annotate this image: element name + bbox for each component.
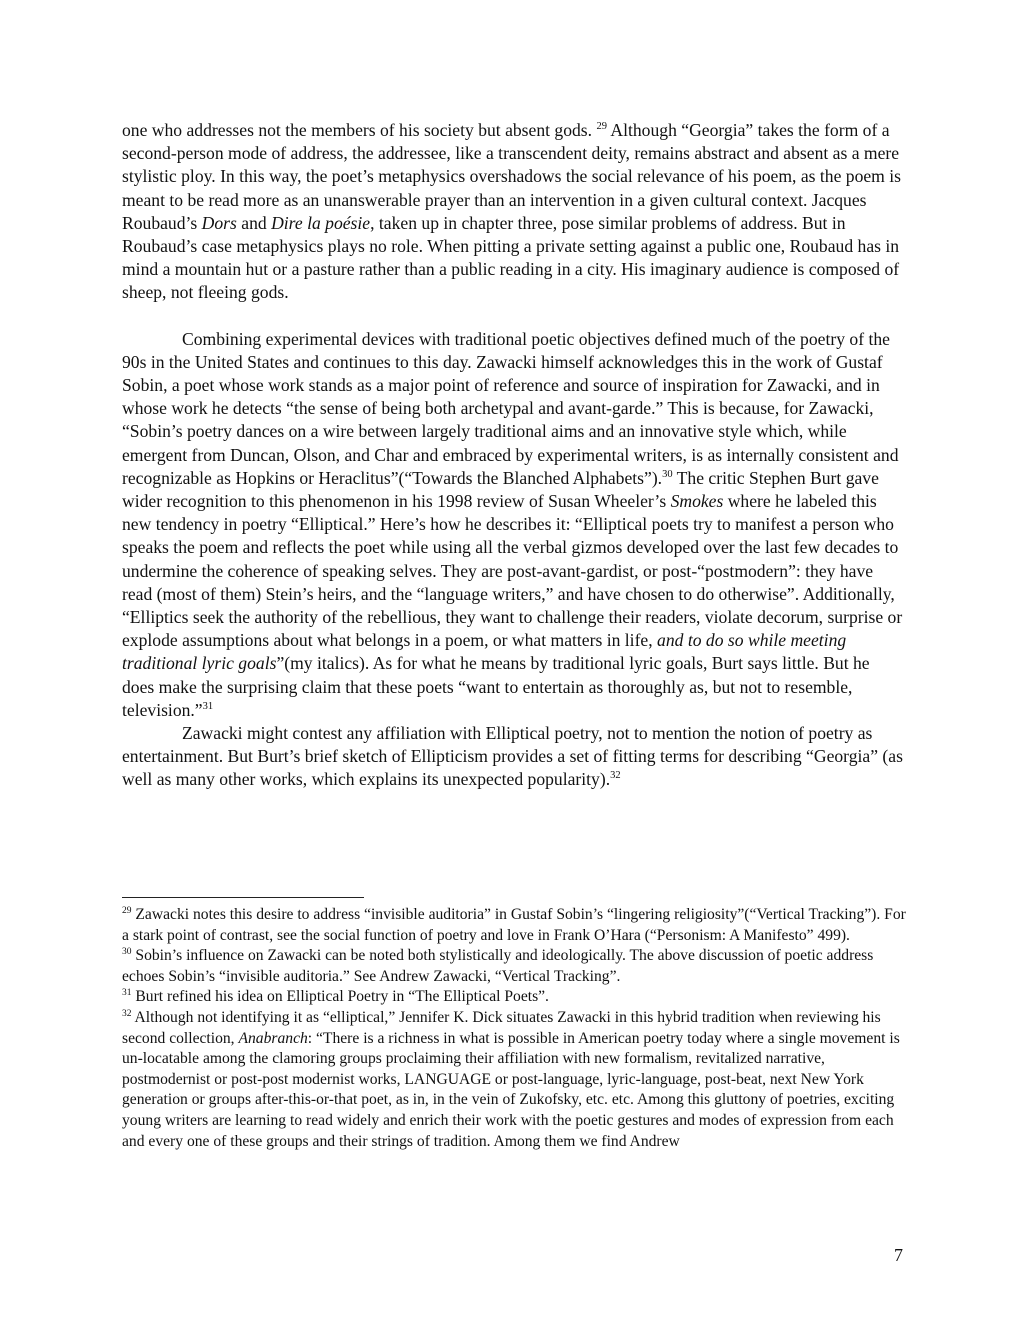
text-run: Zawacki notes this desire to address “invisible auditoria” in Gustaf Sobin’s “lingering religiosity”(“Vertical Tracking”). For a stark point of contrast, see the social function of poetry and love in Frank O’Hara (“Personism: A Manifesto” 499). <box>122 906 906 944</box>
italic-text: Anabranch <box>238 1029 308 1047</box>
text-run: Sobin’s influence on Zawacki can be noted both stylistically and ideologically. The above discussion of poetic address echoes Sobin’s “invisible auditoria.” See Andrew Zawacki, “Vertical Tracking”. <box>122 947 874 985</box>
paragraph <box>122 722 904 792</box>
text-run: The critic Stephen Burt gave wider recognition to this phenomenon in his 1998 review of Susan Wheeler’s <box>122 467 879 512</box>
text-run: where he labeled this new tendency in poetry “Elliptical.” Here’s how he describes it: “Elliptical poets try to manifest a person who speaks the poem and reflects the poet while using all the verbal gizmos developed over the last few decades to undermine the coherence of speaking selves. They are post-avant-gardist, or post-“postmodern”: they have read (most of them) Stein’s heirs, and the “language writers,” and have chosen to do otherwise”. Additionally, “Elliptics seek the authority of the rebellious, they want to challenge their readers, violate decorum, surprise or explode assumptions about what belongs in a poem, or what matters in life, <box>122 491 903 651</box>
footnote-marker: 32 <box>610 770 621 782</box>
text-run: one who addresses not the members of his society but absent gods. <box>122 120 597 140</box>
text-run: ”(my italics). As for what he means by traditional lyric goals, Burt says little. But he does make the surprising claim that these poets “want to entertain as thoroughly as, but not to resemble, television.” <box>122 653 870 720</box>
italic-text: Smokes <box>670 491 724 512</box>
italic-text: and to do so while meeting traditional lyric goals <box>122 630 847 674</box>
footnote-marker: 31 <box>122 988 132 999</box>
text-run: Although not identifying it as “elliptical,” Jennifer K. Dick situates Zawacki in this hybrid tradition when reviewing his second collection, <box>122 1008 881 1047</box>
footnote <box>122 905 906 946</box>
italic-text: Dire la poésie <box>271 212 371 233</box>
paragraph <box>122 119 904 305</box>
footnote-separator <box>122 897 364 898</box>
text-run: Although “Georgia” takes the form of a second-person mode of address, the addressee, like a transcendent deity, remains abstract and absent as a mere stylistic ploy. In this way, the poet’s metaphysics overshadows the social relevance of his poem, as the poem is meant to be read more as an unanswerable prayer than an intervention in a given cultural context. Jacques Roubaud’s <box>122 120 902 233</box>
footnote-marker: 32 <box>122 1008 132 1019</box>
footnote-marker: 31 <box>202 700 214 712</box>
body-text <box>122 119 904 792</box>
page-number: 7 <box>894 1245 903 1265</box>
text-run: Zawacki might contest any affiliation with Elliptical poetry, not to mention the notion of poetry as entertainment. But Burt’s brief sketch of Ellipticism provides a set of fitting terms for describing “Georgia” (as well as many other works, which explains its unexpected popularity). <box>122 723 903 790</box>
paragraph <box>122 328 904 722</box>
text-run: , taken up in chapter three, pose similar problems of address. But in Roubaud’s case metaphysics plays no role. When pitting a private setting against a public one, Roubaud has in mind a mountain hut or a pasture rather than a public reading in a city. His imaginary audience is composed of sheep, not fleeing gods. <box>122 212 900 303</box>
footnote <box>122 987 906 1008</box>
text-run: : “There is a richness in what is possible in American poetry today where a single movement is un-locatable among the clamoring groups proclaiming their affiliation with new formalism, revitalized narrative, postmodernist or post-post modernist works, LANGUAGE or post-language, lyric-language, post-beat, next New York generation or groups after-this-or-that poet, as in, in the vein of Zukofsky, etc. etc. Among this gluttony of poetries, exciting young writers are learning to read widely and enrich their work with the poetic gestures and modes of expression from each and every one of these groups and their strings of tradition. Among them we find Andrew <box>122 1029 900 1150</box>
footnote-marker: 29 <box>596 121 607 132</box>
footnote-marker: 30 <box>122 947 132 958</box>
footnote <box>122 946 906 987</box>
text-run: Combining experimental devices with traditional poetic objectives defined much of the poetry of the 90s in the United States and continues to this day. Zawacki himself acknowledges this in the work of Gustaf Sobin, a poet whose work stands as a major point of reference and source of inspiration for Zawacki, and in whose work he detects “the sense of being both archetypal and avant-garde.” This is because, for Zawacki, “Sobin’s poetry dances on a wire between largely traditional aims and an innovative style which, while emergent from Duncan, Olson, and Char and embraced by experimental writers, is as internally consistent and recognizable as Hopkins or Heraclitus”(“Towards the Blanched Alphabets”). <box>122 328 899 488</box>
footnotes <box>122 905 906 1152</box>
footnote <box>122 1008 906 1152</box>
text-run: Burt refined his idea on Elliptical Poetry in “The Elliptical Poets”. <box>131 988 549 1006</box>
footnote-marker: 30 <box>662 468 673 480</box>
italic-text: Dors <box>201 212 237 233</box>
footnote-marker: 29 <box>122 906 132 916</box>
text-run: and <box>236 212 272 233</box>
